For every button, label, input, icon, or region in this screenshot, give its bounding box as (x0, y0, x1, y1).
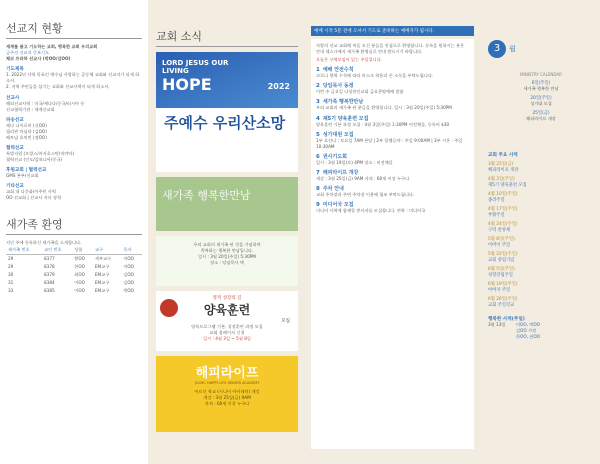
event-text: 이OO, 박OO (516, 322, 540, 328)
announcement-number: 7 (316, 169, 320, 176)
event-date (488, 334, 516, 340)
calendar-date: 4월 10일(주일) (488, 192, 518, 198)
table-header: 교구 (93, 246, 121, 255)
early-item (488, 80, 594, 92)
announcement-title-text: 예배 안전수칙 (322, 67, 354, 74)
happy-life-poster (156, 356, 298, 432)
calendar-item (488, 236, 594, 248)
calendar-date: 3월 25일(금) (488, 162, 514, 168)
mission-section-line: 교회 내 다문화/이주민 사역 (6, 189, 56, 195)
table-cell: 이OO (123, 255, 134, 261)
missionary-name: 체코 프라하 선교사 (박OO/김OO) (6, 56, 71, 62)
mission-sub: 금주의 선교지 중보기도 (6, 50, 50, 56)
mission-section-line: 필리핀 마닐라 (김OO) (6, 128, 47, 134)
mission-section-title: 선교사 (6, 95, 20, 101)
announcement-title-text: 당임목사 동정 (322, 83, 354, 90)
announcement-title (316, 169, 469, 176)
announcement-detail: 우리 교회의 새가족 된 분들을 환영합니다. 일시 : 3월 20일(주일) 5:30PM (316, 105, 452, 111)
announcement-title-text: 제5기 양육훈련 모집 (322, 115, 369, 122)
early-text: 해피라이프 개강 (526, 116, 556, 122)
new-family-title: 새가족 환영 (6, 216, 142, 235)
calendar-date: 6월 26일(주일) (488, 297, 518, 303)
event-date: 3월 13일 (488, 322, 506, 328)
training-l1: 양육프로그램 기본, 성장훈련 과정 모집 (191, 324, 263, 329)
table-cell: 한OO (74, 263, 85, 269)
calendar-text: 성령강림주일 (488, 273, 513, 279)
happy-sub: JOLMC HAPPY LIFE SENIOR ACADEMY (194, 381, 260, 385)
mission-section-line: 해외선교사역 : 미국/캐나다/중국/러시아 등 (6, 100, 85, 106)
events-list (488, 322, 594, 340)
calendar-text: 해피라이프 개강 (488, 168, 519, 174)
announcements-column (305, 0, 480, 464)
table-cell: 8384 (44, 280, 55, 286)
training-l3: 일시 : 4월 3일 ~ 5월 8일 (203, 336, 251, 342)
announcement-title (316, 115, 469, 122)
announcement-detail: 1부 호산나 : 토요일 7AM 본당 | 2부 할렐루야 : 주일 9:00AM | 3부 시온 : 주일 10:30AM (316, 137, 463, 149)
table-cell: 이OO (74, 287, 85, 293)
calendar-item (488, 191, 594, 203)
table-cell: 33 (8, 288, 14, 294)
table-row (6, 263, 142, 271)
event-text: 김OO 가정 (516, 328, 537, 334)
calendar-title: MINISTRY CALENDAR (520, 72, 562, 77)
new-family-sub: 지난 주에 등록하신 새가족을 소개합니다. (6, 239, 82, 245)
month-number: 3 (488, 40, 506, 58)
early-text: 세가족 행복한 만남 (523, 86, 559, 91)
mission-section-title: 기타선교 (6, 184, 24, 190)
calendar-text: 부활주일 (488, 213, 505, 219)
announcement-detail: 일시 : 3월 19일(토) 4PM 장소 : 비전채플 (316, 159, 393, 165)
hope-poster (156, 52, 298, 172)
table-cell: 김OO (123, 279, 134, 285)
family-l1: 우리 교회의 새가족 된 것을 기념하며 (193, 242, 261, 247)
early-date: 20일(주일) (530, 96, 552, 102)
mission-section-line: 선교협력기관 : 세계선교회 (6, 106, 55, 112)
calendar-date: 4월 24일(주일) (488, 222, 518, 228)
family-banner (156, 177, 298, 231)
intro-text: 사랑의 선교 교회에 처음 오신 분들을 진심으로 환영합니다. 등록을 원하시는 분은 안내 데스크에서 새가족 환영실로 안내 받으시기 바랍니다. (316, 43, 465, 55)
table-cell: EM교구 (94, 263, 110, 269)
family-info (156, 236, 298, 286)
table-cell: 30 (8, 272, 14, 278)
calendar-date: 6월 5일(주일) (488, 267, 515, 273)
calendar-item (488, 206, 594, 218)
announcement-detail: 교회 주차장과 주변 주차장 이용에 협조 부탁드립니다. (316, 192, 415, 198)
happy-l2: 개강 : 3월 25일(금) 9AM (203, 395, 251, 401)
training-big: 양육훈련 (203, 303, 251, 317)
announcement-detail: 개강 : 3월 25일(금) 9AM 자격 : 60세 이상 누구나 (316, 175, 410, 181)
badge-icon (160, 299, 178, 317)
calendar-item (488, 281, 594, 293)
early-date: 25일(금) (532, 111, 550, 117)
news-column (152, 0, 302, 464)
announcement-item (316, 115, 469, 128)
mission-column (0, 0, 148, 464)
table-cell: 8378 (44, 264, 55, 270)
training-small: 영적 성장의 길 (212, 296, 242, 301)
mission-section-title: 파송선교 (6, 117, 24, 123)
announcement-title-text: 해피라이프 개강 (322, 169, 359, 176)
mission-section-line: 특별지원 (프랑스/카자흐스탄/미얀마) (6, 151, 75, 157)
mission-section-line: 베트남 호치민 (정OO) (6, 134, 47, 140)
early-list (488, 80, 594, 122)
announcement-number: 6 (316, 153, 320, 160)
table-cell: 최OO (74, 271, 85, 277)
announcement-detail: 이번 주 금요일 나성한인교회 금요찬양예배 말씀 (316, 89, 404, 95)
happy-l3: 자격 : 60세 이상 누구나 (204, 401, 250, 407)
hope-top: LORD JESUS OUR LIVING (162, 59, 229, 75)
calendar-item (488, 161, 594, 173)
calendar-date: 5월 8일(주일) (488, 237, 515, 243)
table-cell: 이OO (74, 279, 85, 285)
mission-title: 선교지 현황 (6, 20, 142, 39)
announcement-number: 8 (316, 186, 320, 193)
early-item (488, 110, 594, 122)
table-cell: 박OO (123, 287, 134, 293)
announcement-item (316, 66, 469, 79)
training-poster (156, 291, 298, 351)
prayer-title: 기도제목 (6, 67, 24, 73)
event-text: 한OO, 권OO (516, 334, 540, 340)
calendar-text: 아버지 주일 (488, 288, 511, 294)
table-cell: 이OO (123, 263, 134, 269)
mission-sections (6, 95, 142, 202)
calendar-column (482, 0, 600, 464)
family-title: 새가족 행복한만남 (156, 177, 298, 231)
table-cell: 8385 (44, 288, 55, 294)
calendar-date: 4월 17일(주일) (488, 207, 518, 213)
hope-main: 주예수 우리산소망 (156, 108, 298, 172)
calendar-item (488, 266, 594, 278)
announcement-number: 3 (316, 99, 320, 106)
mission-section-line: 케냐 나이로비 (신OO) (6, 122, 47, 128)
announcement-item (316, 185, 469, 198)
table-cell: 세부교구 (94, 255, 112, 261)
training-l2: 교회 홈페이지 신청 (209, 330, 245, 336)
upcoming-list (488, 161, 594, 308)
announcement-title (316, 131, 469, 138)
calendar-item (488, 176, 594, 188)
table-row (6, 279, 142, 287)
calendar-text: 구역 찬양제 (488, 228, 511, 234)
month-label: 월 (509, 45, 516, 53)
table-header: 새가족 번호 (6, 246, 42, 255)
announcement-item (316, 153, 469, 166)
table-cell: EM교구 (94, 287, 110, 293)
table-cell: 8377 (44, 256, 55, 262)
table-cell: EM교구 (94, 271, 110, 277)
table-header: 목자 (121, 246, 142, 255)
family-l2: 축복하는 행복한 만남입니다. (200, 248, 254, 254)
training-tag: 모집 (281, 319, 290, 324)
mission-prayer: 세계를 품고 기도하는 교회, 행복한 교회 우리교회 (6, 44, 98, 49)
announcement-item (316, 82, 469, 95)
calendar-text: 종려주일 (488, 198, 505, 204)
events-title: 행복한 사역(주일) (488, 317, 525, 323)
announcement-title-text: 성가대원 모집 (322, 131, 354, 138)
mission-section-line: 협력선교 (인도/캄보디아/중국) (6, 157, 62, 163)
announcement-number: 5 (316, 131, 320, 138)
mission-section-title: 협력선교 (6, 146, 24, 152)
announcement-item (316, 131, 469, 150)
new-family-table (6, 246, 142, 295)
calendar-item (488, 221, 594, 233)
calendar-text: 어버이 주일 (488, 243, 511, 249)
happy-big: 해피라이프 (195, 366, 259, 381)
announcement-item (316, 169, 469, 182)
announcement-title-text: 세가족 행복한만남 (322, 99, 364, 106)
news-title: 교회 소식 (156, 28, 298, 47)
announcement-item (316, 98, 469, 111)
happy-l1: 어르신 학교 (시니어 아카데미) 개강 (194, 389, 260, 394)
calendar-text: 제5기 양육훈련 모집 (488, 183, 527, 189)
early-date: 6일(주일) (531, 81, 551, 86)
hope-big: HOPE (162, 75, 212, 95)
mission-section-line: GMS 본부/선교회 (6, 173, 39, 179)
announcement-number: 2 (316, 83, 320, 90)
prayer-item: 1. 2022년 사역 목표인 예수님 사랑하는 공동체 교회와 선교지가 되게 하소서. (6, 72, 140, 84)
announcement-title (316, 185, 469, 192)
calendar-item (488, 296, 594, 308)
announcement-title-text: 미디어국 모집 (322, 202, 354, 209)
notice-text: 오늘은 구역모임이 있는 주일입니다. (316, 57, 383, 63)
worship-banner: 예배 시작 5분 전에 오셔서 기도로 준비하는 예배자가 됩시다. (311, 26, 474, 36)
announcement-number: 4 (316, 115, 320, 122)
upcoming-title: 교회 주요 사역 (488, 153, 518, 159)
announcement-detail: 코로나 방역 수칙에 따라 마스크 착용과 손 소독을 부탁드립니다. (316, 73, 434, 79)
calendar-item (488, 251, 594, 263)
table-cell: 29 (8, 264, 14, 270)
announcement-title-text: 권사기도회 (322, 153, 347, 160)
table-cell: EM교구 (94, 279, 110, 285)
announcement-detail: 양육훈련 기본 과정 모집 : 4월 3일(주일) 1:30PM 비전채플, 등록비 $30 (316, 121, 450, 127)
table-cell: 황OO (74, 255, 85, 261)
early-text: 성가대 모집 (530, 101, 552, 107)
announcement-number: 1 (316, 67, 320, 74)
table-row (6, 287, 142, 295)
calendar-date: 4월 3일(주일) (488, 177, 515, 183)
table-row (6, 254, 142, 263)
early-item (488, 95, 594, 107)
table-row (6, 271, 142, 279)
calendar-text: 교회 주일학교 (488, 303, 515, 309)
announcement-title-text: 주차 안내 (322, 186, 344, 193)
table-cell: 31 (8, 280, 14, 286)
family-l3: 일시 : 3월 20일(주일) 5:30PM (198, 254, 256, 260)
calendar-date: 5월 22일(주일) (488, 252, 518, 258)
announcement-detail: 미디어 사역에 함께할 봉사자를 모집합니다. 연락 : 미디어국 (316, 208, 426, 214)
table-cell: 29 (8, 256, 14, 262)
table-header: 교인 번호 (42, 246, 72, 255)
mission-section-line: OO 선교회 | 선교사 자녀 장학 (6, 195, 62, 201)
calendar-date: 6월 19일(주일) (488, 282, 518, 288)
event-row (488, 334, 594, 340)
announcement-item (316, 201, 469, 214)
table-cell: 김OO (123, 271, 134, 277)
announcement-title (316, 153, 469, 160)
mission-section-title: 후원교회 | 협력선교 (6, 168, 47, 174)
announcement-list (316, 66, 469, 214)
hope-year: 2022 (267, 82, 290, 91)
calendar-text: 교회 창립기념 (488, 258, 515, 264)
table-cell: 8379 (44, 272, 55, 278)
table-header: 성함 (72, 246, 93, 255)
prayer-item: 2. 지역 주민들을 섬기는 교회와 선교사역이 되게 하소서. (6, 84, 110, 90)
family-l4: 장소 : 당임목사 댁 (210, 260, 244, 266)
announcement-number: 9 (316, 202, 320, 209)
